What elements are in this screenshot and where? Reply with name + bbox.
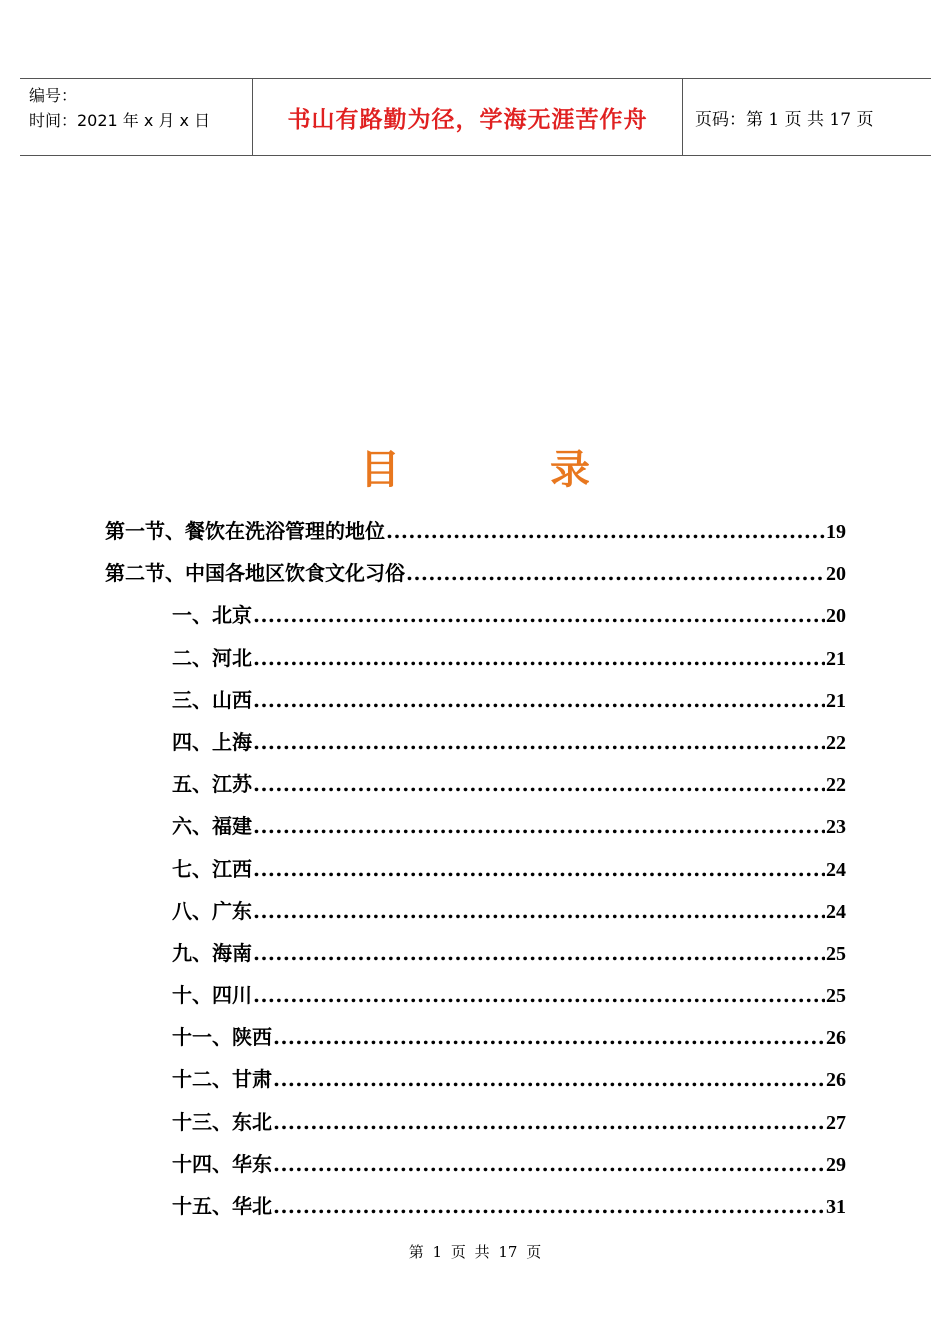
- toc-entry-page: 21: [826, 647, 846, 670]
- toc-entry-label: 第二节、中国各地区饮食文化习俗: [105, 561, 405, 586]
- toc-entry[interactable]: [105, 594, 846, 636]
- toc-entry[interactable]: [105, 637, 846, 679]
- toc-entry-page: 20: [826, 605, 846, 628]
- toc-entry-label: 二、河北: [172, 645, 252, 670]
- toc-leader-dots: [273, 1185, 825, 1227]
- toc-entry[interactable]: [105, 974, 846, 1016]
- toc-entry-label: 十二、甘肃: [172, 1067, 272, 1092]
- toc-entry-page: 22: [826, 731, 846, 754]
- toc-title: [0, 438, 950, 495]
- header-meta: [20, 79, 252, 155]
- toc-entry[interactable]: [105, 1016, 846, 1058]
- toc-leader-dots: [253, 932, 825, 974]
- toc-entry-page: 21: [826, 689, 846, 712]
- toc-entry[interactable]: [105, 932, 846, 974]
- header-motto-cell: [252, 79, 683, 155]
- toc-entry-page: 24: [826, 900, 846, 923]
- toc-entry[interactable]: [105, 552, 846, 594]
- table-of-contents: [105, 510, 846, 1227]
- toc-entry[interactable]: [105, 1143, 846, 1185]
- toc-entry-label: 十三、东北: [172, 1109, 272, 1134]
- toc-entry-page: 26: [826, 1027, 846, 1050]
- toc-leader-dots: [253, 679, 825, 721]
- toc-entry[interactable]: [105, 679, 846, 721]
- header-page-label: 页码：第 1 页 共 17 页: [695, 109, 874, 130]
- toc-leader-dots: [253, 594, 825, 636]
- toc-entry-label: 十五、华北: [172, 1194, 272, 1218]
- toc-leader-dots: [253, 974, 825, 1016]
- toc-entry-page: 19: [826, 521, 846, 543]
- header-motto: 书山有路勤为径，学海无涯苦作舟: [287, 105, 648, 133]
- toc-entry-page: 31: [826, 1196, 846, 1218]
- toc-leader-dots: [273, 1058, 825, 1100]
- toc-entry[interactable]: [105, 890, 846, 932]
- toc-entry-label: 十四、华东: [172, 1151, 272, 1176]
- toc-entry-page: 26: [826, 1069, 846, 1092]
- toc-leader-dots: [253, 805, 825, 847]
- toc-leader-dots: [253, 721, 825, 763]
- toc-entry-label: 十一、陕西: [172, 1025, 272, 1050]
- toc-entry[interactable]: [105, 805, 846, 847]
- toc-leader-dots: [273, 1101, 825, 1143]
- toc-entry-label: 十、四川: [172, 983, 252, 1008]
- toc-leader-dots: [273, 1143, 825, 1185]
- toc-entry[interactable]: [105, 1101, 846, 1143]
- toc-entry-label: 五、江苏: [172, 772, 252, 797]
- toc-entry-page: 23: [826, 816, 846, 839]
- toc-entry[interactable]: [105, 848, 846, 890]
- toc-entry-page: 25: [826, 985, 846, 1008]
- toc-entry[interactable]: [105, 721, 846, 763]
- toc-title-char-2: 录: [550, 446, 590, 493]
- toc-entry-page: 22: [826, 774, 846, 797]
- header-page-cell: [683, 79, 931, 155]
- document-number-label: 编号：: [29, 86, 78, 105]
- toc-entry[interactable]: [105, 763, 846, 805]
- page-header: [20, 78, 931, 156]
- toc-entry[interactable]: [105, 1058, 846, 1100]
- toc-entry-label: 三、山西: [172, 687, 252, 712]
- toc-entry[interactable]: [105, 510, 846, 552]
- toc-entry-label: 第一节、餐饮在洗浴管理的地位: [105, 519, 385, 543]
- toc-entry-page: 27: [826, 1111, 846, 1134]
- toc-entry[interactable]: [105, 1185, 846, 1227]
- toc-leader-dots: [406, 552, 825, 594]
- page-footer: 第 1 页 共 17 页: [408, 1243, 542, 1261]
- toc-leader-dots: [253, 637, 825, 679]
- toc-entry-page: 29: [826, 1153, 846, 1176]
- toc-entry-label: 一、北京: [172, 603, 252, 628]
- toc-leader-dots: [253, 890, 825, 932]
- toc-title-char-1: 目: [360, 446, 400, 493]
- toc-entry-label: 六、福建: [172, 814, 252, 839]
- toc-leader-dots: [253, 763, 825, 805]
- toc-entry-label: 七、江西: [172, 856, 252, 881]
- toc-leader-dots: [386, 510, 825, 552]
- toc-leader-dots: [253, 848, 825, 890]
- toc-entry-label: 九、海南: [172, 940, 252, 965]
- toc-entry-label: 四、上海: [172, 729, 252, 754]
- toc-leader-dots: [273, 1016, 825, 1058]
- toc-entry-label: 八、广东: [172, 898, 252, 923]
- toc-entry-page: 24: [826, 858, 846, 881]
- document-time-label: 时间：2021 年 x 月 x 日: [29, 111, 211, 130]
- toc-entry-page: 20: [826, 563, 846, 586]
- toc-entry-page: 25: [826, 942, 846, 965]
